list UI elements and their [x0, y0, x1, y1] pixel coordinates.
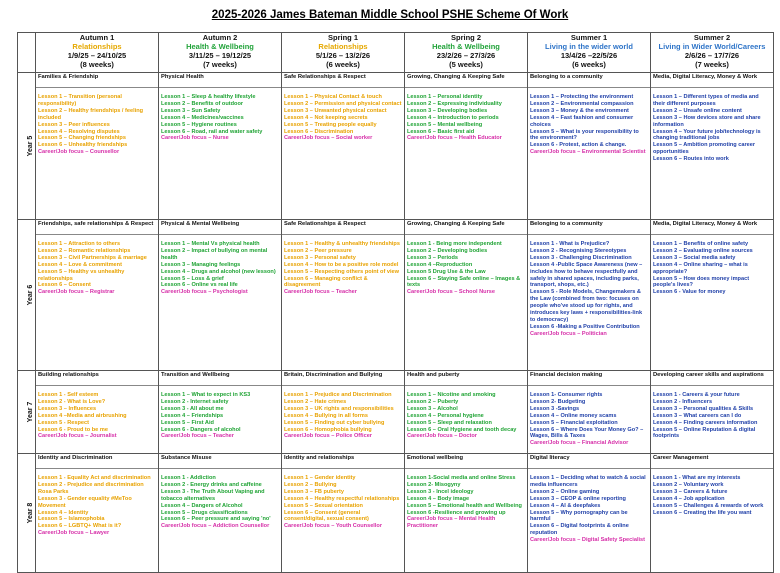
lesson-item: Lesson 4 – Fast fashion and consumer choices [530, 114, 634, 128]
lesson-item: Lesson 1 - What is Prejudice? [530, 241, 610, 247]
career-focus: Career/Job focus – Police Officer [284, 433, 372, 440]
term-header-6 [651, 33, 774, 73]
lesson-item: Lesson 2 – Hate crimes [284, 398, 347, 405]
lesson-item: Lesson 6 - Protest, action & change. [530, 142, 627, 149]
unit-title: Identity and relationships [282, 455, 404, 469]
unit-title: Physical & Mental Wellbeing [159, 221, 281, 235]
lesson-item: Lesson 5 – First Aid [161, 419, 214, 426]
career-focus: Career/Job focus – Addiction Counsellor [161, 523, 270, 530]
lesson-item: Lesson 3 - Gender equality #MeToo Movement [38, 495, 132, 509]
lesson-item: Lesson 4 – Finding careers information [653, 419, 758, 426]
lesson-item: Lesson 5 – Drugs classifications [161, 509, 248, 516]
lesson-item: Lesson 3 – Influences [38, 405, 97, 412]
lesson-item: Lesson 2 – Developing bodies [407, 247, 488, 254]
lesson-item: Lesson 2 – Permission and physical contact [284, 100, 402, 107]
lesson-item: Lesson 5 – Respecting others point of view [284, 268, 400, 275]
lesson-item: Lesson 5 – Finding out cyber bullying [284, 419, 385, 426]
lesson-item: Lesson 3 – How devices store and share information [653, 114, 761, 128]
unit-cell [159, 371, 282, 454]
year-label: Year 8 [26, 502, 34, 524]
lesson-item: Lesson 6 – Where Does Your Money Go? – Wages, Bills & Taxes [530, 426, 644, 440]
year-label-cell [18, 220, 36, 371]
unit-cell [528, 220, 651, 371]
lesson-item: Lesson 1 – What to expect in KS3 [161, 392, 251, 398]
lesson-item: Lesson 2- Misogyny [407, 481, 461, 488]
unit-cell [405, 371, 528, 454]
unit-title: Health and puberty [405, 372, 527, 386]
lesson-item: Lesson 6 – LGBTQ+ What is it? [38, 523, 122, 530]
unit-cell [651, 73, 774, 220]
lesson-item: Lesson 2 - Recognising Stereotypes [530, 247, 627, 254]
lesson-item: Lesson 4 -Public Space Awareness (new – includes how to behave respectfully and safely in shared spaces, including parks, transport, shops, etc.) [530, 261, 643, 289]
lesson-item: Lesson 5 – What is your responsibility to the environment? [530, 128, 639, 142]
year-label-cell [18, 371, 36, 454]
unit-title: Emotional wellbeing [405, 455, 527, 469]
lesson-item: Lesson 4 – Online sharing – what is appropriate? [653, 261, 748, 275]
lesson-item: Lesson 2 – Voluntary work [653, 481, 724, 488]
unit-cell [36, 73, 159, 220]
lesson-item: Lesson 5 – Financial exploitation [530, 419, 618, 426]
lesson-item: Lesson 6 – Routes into work [653, 156, 729, 163]
unit-title: Developing career skills and aspirations [651, 372, 773, 386]
lesson-item: Lesson 5 – Why pornography can be harmful [530, 509, 628, 523]
lesson-item: Lesson 2 – Bullying [284, 481, 337, 488]
lesson-item: Lesson 3 – UK rights and responsibilities [284, 405, 394, 412]
unit-cell [282, 73, 405, 220]
term-dates: 3/11/25 – 19/12/25 [188, 51, 252, 60]
unit-title: Growing, Changing & Keeping Safe [405, 221, 527, 235]
lesson-item: Lesson 1- Consumer rights [530, 392, 603, 398]
term-weeks: (5 weeks) [449, 60, 483, 69]
unit-cell [36, 371, 159, 454]
lesson-item: Lesson 5 – Loss & grief [161, 275, 224, 282]
lesson-item: Lesson 5 - Respect [38, 419, 89, 426]
term-name: Summer 1 [570, 33, 608, 42]
lesson-item: Lesson 2 – Romantic relationships [38, 247, 131, 254]
lesson-item: Lesson 6 – Consent (general consent/digital, sexual consent) [284, 509, 369, 523]
unit-title: Physical Health [159, 74, 281, 88]
unit-cell [651, 371, 774, 454]
lesson-item: Lesson 2 – Healthy friendships / feeling included [38, 107, 144, 121]
lesson-item: Lesson 2 - What is Love? [38, 398, 106, 405]
lesson-item: Lesson 4 – Drugs and alcohol (new lesson) [161, 268, 276, 275]
lesson-item: Lesson 3 – Sun Safety [161, 107, 221, 114]
lesson-item: Lesson 4 – Resolving disputes [38, 128, 120, 135]
lesson-item: Lesson 1 – Protecting the environment [530, 94, 634, 100]
unit-cell [159, 73, 282, 220]
lesson-item: Lesson 3 – FB puberty [284, 488, 344, 495]
unit-title: Transition and Wellbeing [159, 372, 281, 386]
lesson-item: Lesson 4 – Love & commitment [38, 261, 122, 268]
unit-title: Media, Digital Literacy, Money & Work [651, 74, 773, 88]
term-topic: Health & Wellbeing [432, 42, 500, 51]
lesson-item: Lesson 1 – Prejudice and Discrimination [284, 392, 392, 398]
lesson-item: Lesson 5 – Sleep and relaxation [407, 419, 492, 426]
term-topic: Health & Wellbeing [186, 42, 254, 51]
lesson-item: Lesson 1 – Healthy & unhealthy friendships [284, 241, 400, 247]
lesson-item: Lesson 3 - Challenging Discrimination [530, 254, 632, 261]
term-name: Spring 1 [327, 33, 358, 42]
term-header-row [18, 33, 774, 73]
term-weeks: (7 weeks) [203, 60, 237, 69]
unit-cell [405, 454, 528, 573]
lesson-item: Lesson 3 – Alcohol [407, 405, 458, 412]
lesson-item: Lesson 4 – Online money scams [530, 412, 617, 419]
lesson-item: Lesson 1 - Careers & your future [653, 392, 740, 398]
year-row [18, 454, 774, 573]
year-label: Year 7 [26, 401, 34, 423]
lesson-item: Lesson 6 – Discrimination [284, 128, 354, 135]
lesson-item: Lesson 5 – Sexual orientation [284, 502, 363, 509]
unit-title: Friendships, safe relationships & Respect [36, 221, 158, 235]
term-name: Autumn 2 [202, 33, 238, 42]
lesson-item: Lesson 6 – Oral Hygiene and tooth decay [407, 426, 517, 433]
lesson-item: Lesson 6 – Basic first aid [407, 128, 475, 135]
lesson-item: Lesson 6 – Staying Safe online – Images & texts [407, 275, 521, 289]
term-dates: 2/6/26 – 17/7/26 [684, 51, 740, 60]
career-focus: Career/Job focus – Lawyer [38, 530, 110, 537]
unit-cell [528, 73, 651, 220]
lesson-item: Lesson 5 – Treating people equally [284, 121, 377, 128]
term-topic: Living in the wider world [545, 42, 633, 51]
career-focus: Career/Job focus – School Nurse [407, 289, 495, 296]
lesson-item: Lesson 1 – Sleep & healthy lifestyle [161, 94, 256, 100]
term-dates: 23/2/26 – 27/3/26 [436, 51, 496, 60]
lesson-item: Lesson 1 – Deciding what to watch & social media influencers [530, 475, 646, 488]
lesson-item: Lesson 1 - Self esteem [38, 392, 99, 398]
lesson-item: Lesson 1-Social media and online Stress [407, 475, 516, 481]
lesson-item: Lesson 4 –Reproduction [407, 261, 473, 268]
lesson-item: Lesson 4 – Introduction to periods [407, 114, 499, 121]
lesson-item: Lesson 5 – Emotional health and Wellbeing [407, 502, 522, 509]
unit-cell [528, 371, 651, 454]
career-focus: Career/Job focus – Nurse [161, 135, 229, 142]
lesson-item: Lesson 4 – Bullying in all forms [284, 412, 368, 419]
unit-title: Safe Relationships & Respect [282, 74, 404, 88]
lesson-item: Lesson 2 – Impact of bullying on mental health [161, 247, 268, 261]
unit-title: Media, Digital Literacy, Money & Work [651, 221, 773, 235]
term-name: Spring 2 [450, 33, 481, 42]
unit-title: Britain, Discrimination and Bullying [282, 372, 404, 386]
lesson-item: Lesson 2 - Internet safety [161, 398, 229, 405]
unit-title: Belonging to a community [528, 221, 650, 235]
lesson-item: Lesson 2 - Prejudice and discrimination Rosa Parks [38, 481, 144, 495]
lesson-item: Lesson 1 – Personal identity [407, 94, 483, 100]
unit-title: Career Management [651, 455, 773, 469]
lesson-item: Lesson 3 – Unwanted physical contact [284, 107, 387, 114]
lesson-item: Lesson 1 - Addiction [161, 475, 216, 481]
lesson-item: Lesson 4 – Friendships [161, 412, 224, 419]
scheme-of-work-table [17, 32, 774, 573]
career-focus: Career/Job focus – Health Educator [407, 135, 502, 142]
lesson-item: Lesson 5 – How does money impact people's lives? [653, 275, 750, 289]
career-focus: Career/Job focus – Counsellor [38, 149, 120, 156]
lesson-item: Lesson 6 – Digital footprints & online reputation [530, 523, 629, 537]
career-focus: Career/Job focus – Registrar [38, 289, 115, 296]
term-header-4 [405, 33, 528, 73]
lesson-item: Lesson 2 – Peer pressure [284, 247, 352, 254]
year-row [18, 73, 774, 220]
lesson-item: Lesson 1 – Mental Vs physical health [161, 241, 260, 247]
term-dates: 1/9/25 – 24/10/25 [67, 51, 127, 60]
lesson-item: Lesson 3 - The Truth About Vaping and tobacco alternatives [161, 488, 265, 502]
unit-cell [282, 371, 405, 454]
term-header-2 [159, 33, 282, 73]
term-topic: Living in Wider World/Careers [658, 42, 766, 51]
lesson-item: Lesson 3 – Peer influences [38, 121, 110, 128]
unit-cell [36, 454, 159, 573]
lesson-item: Lesson 1 - Being more independent [407, 241, 502, 247]
lesson-item: Lesson 6 – Unhealthy friendships [38, 142, 128, 149]
lesson-item: Lesson 6 – Peer pressure and saying 'no' [161, 516, 271, 523]
lesson-item: Lesson 3 - Incel ideology [407, 488, 474, 495]
career-focus: Career/Job focus – Doctor [407, 433, 477, 440]
unit-title: Digital literacy [528, 455, 650, 469]
lesson-item: Lesson 6 – Road, rail and water safety [161, 128, 263, 135]
term-weeks: (8 weeks) [80, 60, 114, 69]
lesson-item: Lesson 1 - Equality Act and discrimination [38, 475, 151, 481]
lesson-item: Lesson 6 - Dangers of alcohol [161, 426, 241, 433]
year-label-cell [18, 73, 36, 220]
lesson-item: Lesson 2 – Benefits of outdoor [161, 100, 244, 107]
lesson-item: Lesson 1 – Attraction to others [38, 241, 121, 247]
term-name: Summer 2 [693, 33, 731, 42]
lesson-item: Lesson 4 – Your future job/technology is changing traditional jobs [653, 128, 761, 142]
lesson-item: Lesson 5 – Ambition promoting career opportunities [653, 142, 756, 156]
lesson-item: Lesson 5 – Challenges & rewards of work [653, 502, 764, 509]
lesson-item: Lesson 2 – Environmental compassion [530, 100, 634, 107]
lesson-item: Lesson 3 -Savings [530, 405, 580, 412]
career-focus: Career/Job focus – Financial Advisor [530, 440, 629, 447]
lesson-item: Lesson 2 – Puberty [407, 398, 459, 405]
term-topic: Relationships [72, 42, 122, 51]
lesson-item: Lesson 1 – Gender identity [284, 475, 356, 481]
lesson-item: Lesson 1 – Different types of media and their different purposes [653, 94, 759, 107]
unit-cell [651, 220, 774, 371]
career-focus: Career/Job focus – Mental Health Practitioner [407, 516, 496, 530]
career-focus: Career/Job focus – Digital Safety Specialist [530, 537, 646, 544]
lesson-item: Lesson 4 – Medicines/vaccines [161, 114, 244, 121]
lesson-item: Lesson 2 - Energy drinks and caffeine [161, 481, 262, 488]
lesson-item: Lesson 4 – AI & deepfakes [530, 502, 601, 509]
unit-cell [159, 220, 282, 371]
lesson-item: Lesson 4 – Healthy respectful relationships [284, 495, 400, 502]
lesson-item: Lesson 2 – Expressing individuality [407, 100, 502, 107]
lesson-item: Lesson 4 –Media and airbrushing [38, 412, 127, 419]
career-focus: Career/Job focus – Teacher [161, 433, 234, 440]
lesson-item: Lesson 4 – Body image [407, 495, 470, 502]
career-focus: Career/Job focus – Environmental Scientist [530, 149, 646, 156]
lesson-item: Lesson 6 – Consent [38, 282, 91, 289]
corner-cell [18, 33, 36, 73]
career-focus: Career/Job focus – Politician [530, 330, 607, 337]
unit-cell [651, 454, 774, 573]
career-focus: Career/Job focus – Journalist [38, 433, 117, 440]
lesson-item: Lesson 5 – Healthy vs unhealthy relationships [38, 268, 125, 282]
unit-cell [36, 220, 159, 371]
unit-title: Safe Relationships & Respect [282, 221, 404, 235]
term-weeks: (6 weeks) [572, 60, 606, 69]
unit-title: Identity and Discrimination [36, 455, 158, 469]
lesson-item: Lesson 4 – Identity [38, 509, 89, 516]
term-header-1 [36, 33, 159, 73]
term-header-3 [282, 33, 405, 73]
unit-cell [159, 454, 282, 573]
lesson-item: Lesson 6 -Resilience and growing up [407, 509, 506, 516]
lesson-item: Lesson 3 – Developing bodies [407, 107, 488, 114]
lesson-item: Lesson 6 – Online vs real life [161, 282, 238, 289]
lesson-item: Lesson 2 – Evaluating online sources [653, 247, 753, 254]
unit-title: Substance Misuse [159, 455, 281, 469]
year-row [18, 371, 774, 454]
lesson-item: Lesson 5 – Online Reputation & digital footprints [653, 426, 756, 440]
lesson-item: Lesson 5 - Role Models, Changemakers & the Law (combined from two: focuses on people who've stood up for rights, and introduces key laws + responsibilities-link to democracy) [530, 289, 643, 323]
lesson-item: Lesson 3 – What careers can I do [653, 412, 742, 419]
unit-title: Families & Friendship [36, 74, 158, 88]
unit-cell [282, 454, 405, 573]
lesson-item: Lesson 2 – Online gaming [530, 488, 600, 495]
lesson-item: Lesson 3 – Money & the environment [530, 107, 629, 114]
term-weeks: (7 weeks) [695, 60, 729, 69]
unit-cell [282, 220, 405, 371]
lesson-item: Lesson 5 – Hygiene routines [161, 121, 237, 128]
lesson-item: Lesson 1 – Benefits of online safety [653, 241, 749, 247]
term-name: Autumn 1 [79, 33, 115, 42]
lesson-item: Lesson 5 – Changing friendships [38, 135, 126, 142]
lesson-item: Lesson 6 - Proud to be me [38, 426, 108, 433]
unit-title: Growing, Changing & Keeping Safe [405, 74, 527, 88]
lesson-item: Lesson 2- Budgeting [530, 398, 586, 405]
year-label: Year 5 [26, 135, 34, 157]
unit-title: Building relationships [36, 372, 158, 386]
career-focus: Career/Job focus – Social worker [284, 135, 373, 142]
term-header-5 [528, 33, 651, 73]
term-dates: 5/1/26 – 13/2/26 [315, 51, 371, 60]
lesson-item: Lesson 3 – Careers & future [653, 488, 728, 495]
lesson-item: Lesson 1 – Nicotine and smoking [407, 392, 496, 398]
lesson-item: Lesson 4 – Job application [653, 495, 725, 502]
lesson-item: Lesson 5 Drug Use & the Law [407, 268, 486, 275]
lesson-item: Lesson 2 - Influencers [653, 398, 713, 405]
year-row [18, 220, 774, 371]
career-focus: Career/Job focus – Teacher [284, 289, 357, 296]
lesson-item: Lesson 4 – Personal hygiene [407, 412, 484, 419]
unit-title: Belonging to a community [528, 74, 650, 88]
lesson-item: Lesson 3 – Social media safety [653, 254, 736, 261]
lesson-item: Lesson 3 – Personal qualities & Skills [653, 405, 754, 412]
lesson-item: Lesson 3 – Periods [407, 254, 458, 261]
lesson-item: Lesson 4 – Dangers of Alcohol [161, 502, 243, 509]
unit-cell [405, 73, 528, 220]
lesson-item: Lesson 2 – Unsafe online content [653, 107, 742, 114]
lesson-item: Lesson 1 – Transition (personal responsibility) [38, 94, 122, 107]
year-label-cell [18, 454, 36, 573]
year-label: Year 6 [26, 284, 34, 306]
lesson-item: Lesson 6 – Creating the life you want [653, 509, 752, 516]
lesson-item: Lesson 3 – CEOP & online reporting [530, 495, 626, 502]
career-focus: Career/Job focus – Psychologist [161, 289, 248, 296]
lesson-item: Lesson 5 – Mental wellbeing [407, 121, 483, 128]
lesson-item: Lesson 4 – Not keeping secrets [284, 114, 368, 121]
lesson-item: Lesson 3 – Managing feelings [161, 261, 241, 268]
unit-cell [528, 454, 651, 573]
career-focus: Career/Job focus – Youth Counsellor [284, 523, 383, 530]
term-weeks: (6 weeks) [326, 60, 360, 69]
lesson-item: Lesson 5 – Islamophobia [38, 516, 105, 523]
lesson-item: Lesson 3 - All about me [161, 405, 224, 412]
lesson-item: Lesson 6 - Value for money [653, 289, 726, 296]
document-title: 2025-2026 James Bateman Middle School PSHE Scheme Of Work [211, 9, 569, 21]
unit-title: Financial decision making [528, 372, 650, 386]
lesson-item: Lesson 1 - What are my interests [653, 475, 741, 481]
lesson-item: Lesson 6 – Managing conflict & disagreement [284, 275, 368, 289]
term-dates: 13/4/26 –22/5/26 [560, 51, 618, 60]
lesson-item: Lesson 6 -Making a Positive Contribution [530, 323, 640, 330]
lesson-item: Lesson 3 – Civil Partnerships & marriage [38, 254, 147, 261]
unit-cell [405, 220, 528, 371]
term-topic: Relationships [318, 42, 368, 51]
lesson-item: Lesson 1 – Physical Contact & touch [284, 94, 382, 100]
lesson-item: Lesson 4 – How to be a positive role model [284, 261, 399, 268]
lesson-item: Lesson 3 – Personal safety [284, 254, 356, 261]
lesson-item: Lesson 6 – Homophobia bullying [284, 426, 372, 433]
